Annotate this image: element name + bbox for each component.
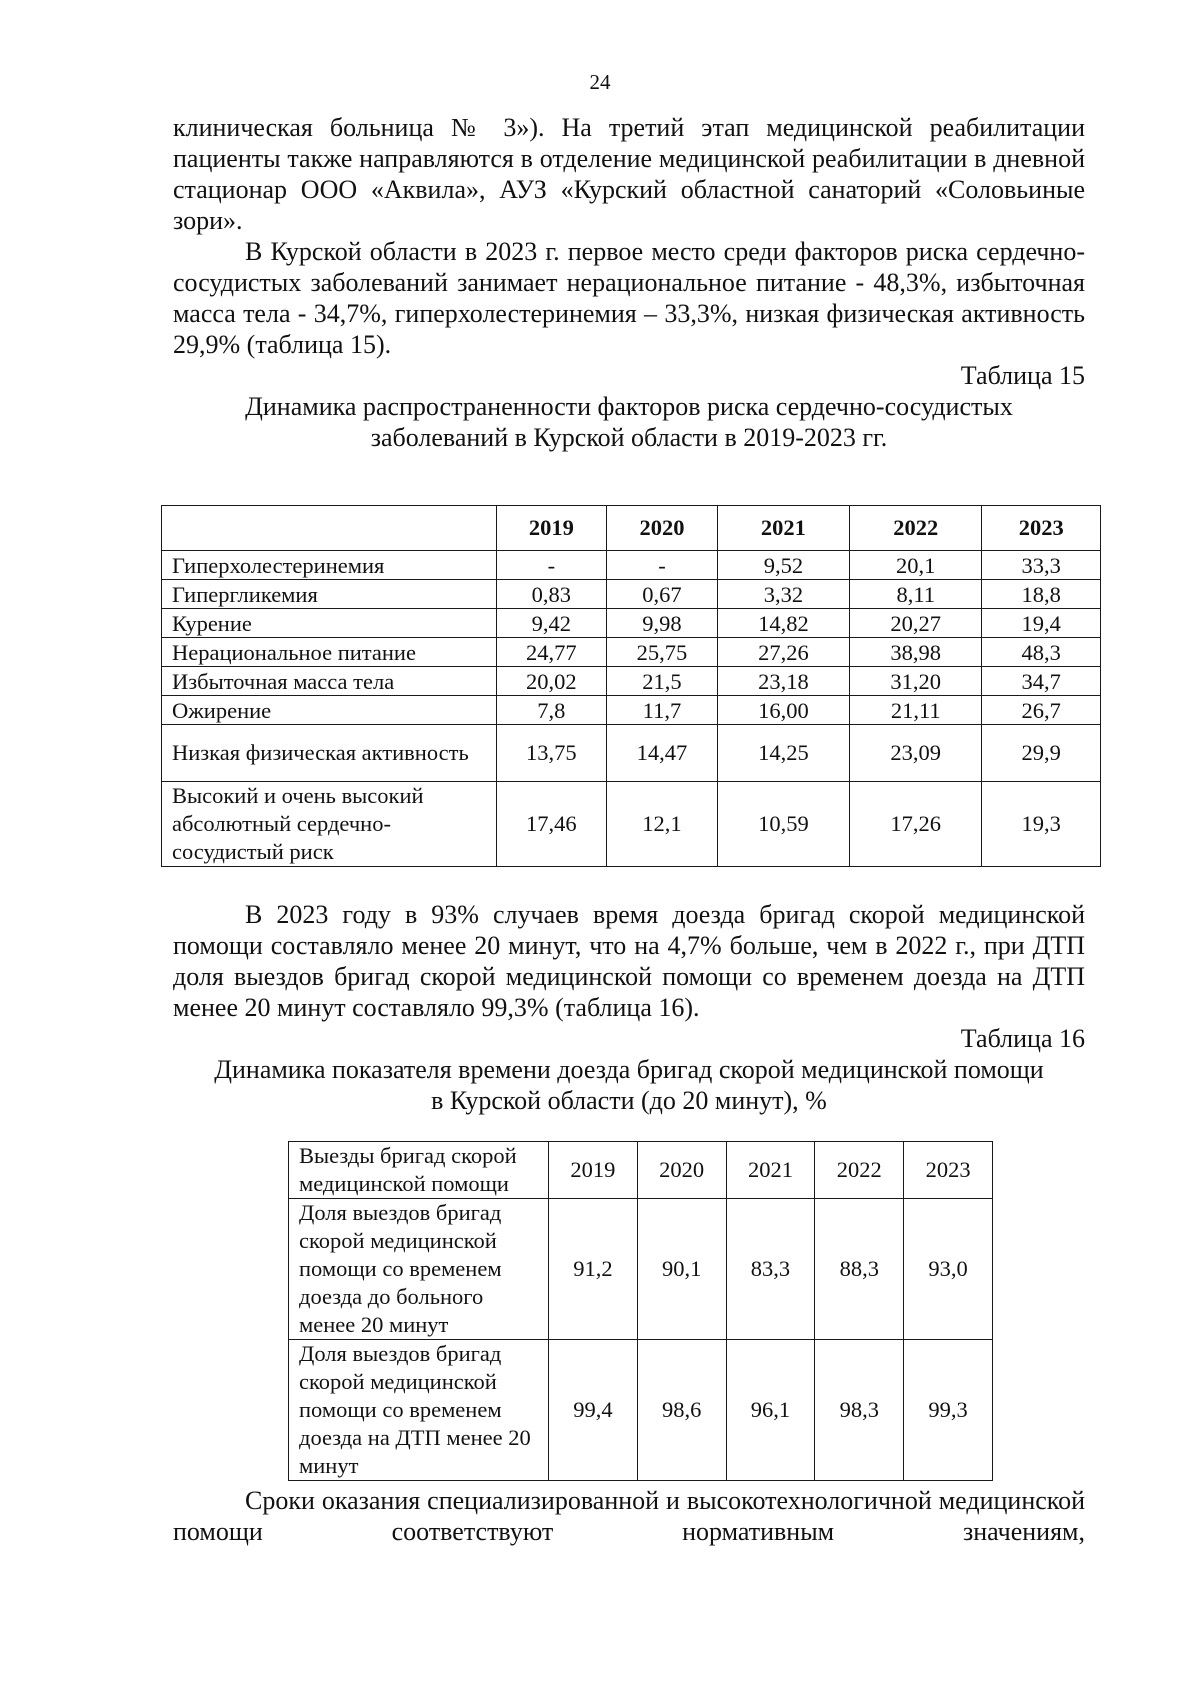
table15-cell: 9,52 [717, 551, 849, 580]
table15-header-cell: 2021 [717, 506, 849, 551]
table15-row-label: Избыточная масса тела [162, 667, 497, 696]
table15-cell: - [607, 551, 718, 580]
table15-cell: 19,3 [982, 782, 1101, 867]
table15-cell: 17,26 [850, 782, 982, 867]
table-row [162, 580, 1101, 609]
table16-cell: 99,4 [548, 1340, 637, 1481]
table15-header-cell: 2019 [496, 506, 607, 551]
table16-header-cell: 2019 [548, 1142, 637, 1199]
paragraph-timing: Сроки оказания специализированной и высокотехнологичной медицинской помощи соответствуют нормативным значениям, [173, 1486, 1085, 1546]
table15-cell: 12,1 [607, 782, 718, 867]
table15-cell: 16,00 [717, 696, 849, 725]
table15-row-label: Нерациональное питание [162, 638, 497, 667]
table15-cell: 14,82 [717, 609, 849, 638]
table15-cell: 24,77 [496, 638, 607, 667]
table16-row-label: Доля выездов бригад скорой медицинской помощи со временем доезда на ДТП менее 20 минут [289, 1340, 549, 1481]
table16-row-label: Доля выездов бригад скорой медицинской помощи со временем доезда до больного менее 20 минут [289, 1199, 549, 1340]
table16-cell: 96,1 [726, 1340, 815, 1481]
table15-cell: 20,1 [850, 551, 982, 580]
table16-cell: 93,0 [904, 1199, 993, 1340]
table15-cell: 11,7 [607, 696, 718, 725]
table-row [162, 782, 1101, 867]
table16-header-cell: 2021 [726, 1142, 815, 1199]
table15-label: Таблица 15 [960, 361, 1085, 390]
table-row [162, 638, 1101, 667]
table15-header-cell: 2020 [607, 506, 718, 551]
table16-cell: 99,3 [904, 1340, 993, 1481]
table15-row-label: Высокий и очень высокий абсолютный сердечно-сосудистый риск [162, 782, 497, 867]
table15-cell: 3,32 [717, 580, 849, 609]
table15-cell: 25,75 [607, 638, 718, 667]
table15-cell: 7,8 [496, 696, 607, 725]
table15-cell: 38,98 [850, 638, 982, 667]
text-block-top [173, 112, 1085, 453]
table15-row-label: Гипергликемия [162, 580, 497, 609]
table15-cell: 48,3 [982, 638, 1101, 667]
table16-header-cell: 2023 [904, 1142, 993, 1199]
table15-header-cell: 2023 [982, 506, 1101, 551]
table16-title-line2: в Курской области (до 20 минут), % [431, 1086, 827, 1115]
table-row [162, 696, 1101, 725]
table15-cell: 20,27 [850, 609, 982, 638]
table15-cell: 8,11 [850, 580, 982, 609]
table15-cell: 13,75 [496, 725, 607, 782]
table15-cell: 18,8 [982, 580, 1101, 609]
table15-header-cell [162, 506, 497, 551]
table16-cell: 91,2 [548, 1199, 637, 1340]
table15-cell: 34,7 [982, 667, 1101, 696]
table15-cell: 14,25 [717, 725, 849, 782]
table16-title-line1: Динамика показателя времени доезда бригад скорой медицинской помощи [214, 1055, 1044, 1084]
table15-row-label: Гиперхолестеринемия [162, 551, 497, 580]
table-row [162, 551, 1101, 580]
table16-header-cell: 2020 [637, 1142, 726, 1199]
table-row [289, 1340, 993, 1481]
table16-header-cell: 2022 [815, 1142, 904, 1199]
table-row [162, 667, 1101, 696]
table15-cell: 14,47 [607, 725, 718, 782]
table15-cell: 9,42 [496, 609, 607, 638]
table15-cell: 20,02 [496, 667, 607, 696]
table16-cell: 83,3 [726, 1199, 815, 1340]
table16-label: Таблица 16 [960, 1024, 1085, 1053]
text-block-middle [173, 899, 1085, 1116]
table15 [161, 505, 1101, 867]
paragraph-ambulance: В 2023 году в 93% случаев время доезда бригад скорой медицинской помощи составляло менее 20 минут, что на 4,7% больше, чем в 2022 г., при ДТП доля выездов бригад скорой медицинской помощи со временем доезда на ДТП менее 20 минут составляло 99,3% (таблица 16). [173, 900, 1085, 1022]
table15-cell: 23,18 [717, 667, 849, 696]
table15-cell: 27,26 [717, 638, 849, 667]
table15-header-cell: 2022 [850, 506, 982, 551]
table16-cell: 98,3 [815, 1340, 904, 1481]
table16-cell: 98,6 [637, 1340, 726, 1481]
table15-cell: 31,20 [850, 667, 982, 696]
table15-row-label: Курение [162, 609, 497, 638]
table15-cell: 21,11 [850, 696, 982, 725]
table15-cell: 26,7 [982, 696, 1101, 725]
table15-cell: 17,46 [496, 782, 607, 867]
paragraph-continuation: клиническая больница № 3»). На третий этап медицинской реабилитации пациенты также направляются в отделение медицинской реабилитации в дневной стационар ООО «Аквила», АУЗ «Курский областной санаторий «Соловьиные зори». [173, 113, 1085, 235]
table16-header-cell: Выезды бригад скорой медицинской помощи [289, 1142, 549, 1199]
table15-cell: 10,59 [717, 782, 849, 867]
table-row [162, 725, 1101, 782]
table16-header-row [289, 1142, 993, 1199]
table15-title-line2: заболеваний в Курской области в 2019-2023 гг. [370, 423, 888, 452]
table15-cell: - [496, 551, 607, 580]
table15-row-label: Ожирение [162, 696, 497, 725]
table15-cell: 29,9 [982, 725, 1101, 782]
table15-cell: 0,67 [607, 580, 718, 609]
page-number: 24 [589, 70, 611, 94]
table15-cell: 23,09 [850, 725, 982, 782]
table15-row-label: Низкая физическая активность [162, 725, 497, 782]
table15-cell: 33,3 [982, 551, 1101, 580]
table-row [289, 1199, 993, 1340]
table15-cell: 21,5 [607, 667, 718, 696]
table15-cell: 9,98 [607, 609, 718, 638]
text-block-bottom [173, 1485, 1085, 1547]
table-row [162, 609, 1101, 638]
table15-title-line1: Динамика распространенности факторов риска сердечно-сосудистых [245, 392, 1013, 421]
table16-cell: 88,3 [815, 1199, 904, 1340]
table15-header-row [162, 506, 1101, 551]
table15-cell: 0,83 [496, 580, 607, 609]
table15-cell: 19,4 [982, 609, 1101, 638]
table16-cell: 90,1 [637, 1199, 726, 1340]
paragraph-risk-factors: В Курской области в 2023 г. первое место среди факторов риска сердечно-сосудистых заболеваний занимает нерациональное питание - 48,3%, избыточная масса тела - 34,7%, гиперхолестеринемия – 33,3%, низкая физическая активность 29,9% (таблица 15). [173, 237, 1085, 359]
table16 [288, 1141, 993, 1481]
